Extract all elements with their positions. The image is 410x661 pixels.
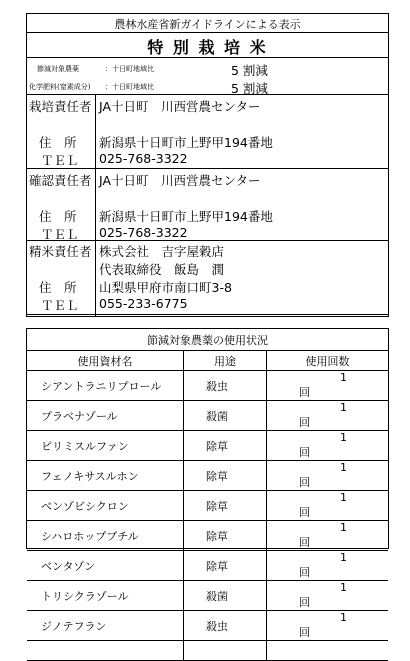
empty-cell: [184, 641, 267, 661]
usage-count: 1: [340, 401, 347, 414]
material-purpose: 除草: [184, 461, 267, 491]
usage-count-cell: [267, 461, 389, 491]
usage-unit: 回: [299, 416, 310, 429]
fertilizer-basis: ：十日町地域比: [105, 83, 154, 91]
usage-unit: 回: [299, 476, 310, 489]
usage-count-cell: [267, 401, 389, 431]
table-row: [27, 461, 388, 491]
material-purpose: 除草: [184, 491, 267, 521]
miller-tel: 055-233-6775: [99, 296, 188, 311]
grower-address: 新潟県十日町市上野甲194番地: [99, 135, 273, 150]
material-name: プラベナゾール: [27, 401, 184, 431]
label-title: 農林水産省新ガイドラインによる表示: [114, 18, 301, 31]
material-name: ジノテフラン: [27, 611, 184, 641]
verifier-address: 新潟県十日町市上野甲194番地: [99, 209, 273, 224]
usage-count: 1: [340, 611, 347, 624]
verifier-tel: 025-768-3322: [99, 225, 188, 240]
miller-address: 山梨県甲府市南口町3-8: [99, 280, 232, 295]
usage-unit: 回: [299, 566, 310, 579]
usage-count-cell: [267, 581, 389, 611]
miller-representative: 代表取締役 飯島 潤: [99, 262, 225, 277]
usage-unit: 回: [299, 536, 310, 549]
verifier-tel-label: ＴＥＬ: [41, 227, 79, 242]
column-divider: [95, 94, 96, 316]
table-row: [27, 401, 388, 431]
material-purpose: 殺菌: [184, 401, 267, 431]
usage-count: 1: [340, 491, 347, 504]
material-purpose: 除草: [184, 431, 267, 461]
pesticide-label: 節減対象農薬: [37, 65, 79, 73]
material-name: シハロホップブチル: [27, 521, 184, 551]
grower-name: JA十日町 川西営農センター: [99, 99, 261, 114]
usage-count: 1: [340, 581, 347, 594]
verifier-name: JA十日町 川西営農センター: [99, 173, 261, 188]
header-material: 使用資材名: [27, 351, 184, 371]
product-name: 特 別 栽 培 米: [147, 38, 268, 57]
material-name: ピリミスルファン: [27, 431, 184, 461]
usage-count: 1: [340, 431, 347, 444]
divider: [27, 240, 388, 241]
header-purpose: 用途: [184, 351, 267, 371]
usage-unit: 回: [299, 626, 310, 639]
material-purpose: 殺菌: [184, 581, 267, 611]
header-count: 使用回数: [267, 351, 389, 371]
table-row: [27, 551, 388, 581]
material-name: ベンタゾン: [27, 551, 184, 581]
usage-unit: 回: [299, 596, 310, 609]
usage-count-cell: [267, 521, 389, 551]
grower-role: 栽培責任者: [29, 99, 92, 114]
table-row: [27, 491, 388, 521]
table-row: [27, 521, 388, 551]
divider: [27, 314, 388, 315]
pesticide-usage-panel: [26, 328, 389, 639]
miller-role: 精米責任者: [29, 244, 92, 259]
usage-count-cell: [267, 491, 389, 521]
verifier-role: 確認責任者: [29, 173, 92, 188]
divider: [27, 32, 388, 33]
usage-count-cell: [267, 431, 389, 461]
miller-tel-label: ＴＥＬ: [41, 298, 79, 313]
material-purpose: 殺虫: [184, 611, 267, 641]
usage-table: [27, 350, 388, 661]
material-purpose: 除草: [184, 551, 267, 581]
product-label-panel: [26, 13, 389, 317]
material-name: トリシクラゾール: [27, 581, 184, 611]
grower-address-label: 住 所: [39, 135, 77, 150]
divider: [27, 57, 388, 58]
usage-count: 1: [340, 371, 347, 384]
fertilizer-value: 5 割減: [231, 81, 268, 96]
verifier-address-label: 住 所: [39, 209, 77, 224]
pesticide-basis: ：十日町地域比: [105, 65, 154, 73]
table-row-empty: [27, 641, 388, 661]
usage-count: 1: [340, 551, 347, 564]
usage-unit: 回: [299, 446, 310, 459]
divider: [27, 168, 388, 169]
usage-count: 1: [340, 461, 347, 474]
empty-cell: [27, 641, 184, 661]
pesticide-value: 5 割減: [231, 63, 268, 78]
miller-address-label: 住 所: [39, 280, 77, 295]
table-row: [27, 581, 388, 611]
table-row: [27, 611, 388, 641]
material-name: シアントラニリプロール: [27, 371, 184, 401]
material-name: ベンゾビシクロン: [27, 491, 184, 521]
empty-cell: [267, 641, 389, 661]
miller-name: 株式会社 吉字屋穀店: [99, 244, 225, 259]
grower-tel-label: ＴＥＬ: [41, 153, 79, 168]
table-row: [27, 431, 388, 461]
grower-tel: 025-768-3322: [99, 151, 188, 166]
divider: [27, 94, 388, 95]
fertilizer-label: 化学肥料(窒素成分): [29, 83, 91, 91]
material-purpose: 除草: [184, 521, 267, 551]
usage-count-cell: [267, 611, 389, 641]
usage-title: 節減対象農薬の使用状況: [147, 334, 268, 347]
usage-count: 1: [340, 521, 347, 534]
usage-unit: 回: [299, 506, 310, 519]
usage-unit: 回: [299, 386, 310, 399]
usage-count-cell: [267, 551, 389, 581]
table-header-row: [27, 351, 388, 371]
material-name: フェノキサスルホン: [27, 461, 184, 491]
table-row: [27, 371, 388, 401]
material-purpose: 殺虫: [184, 371, 267, 401]
usage-count-cell: [267, 371, 389, 401]
